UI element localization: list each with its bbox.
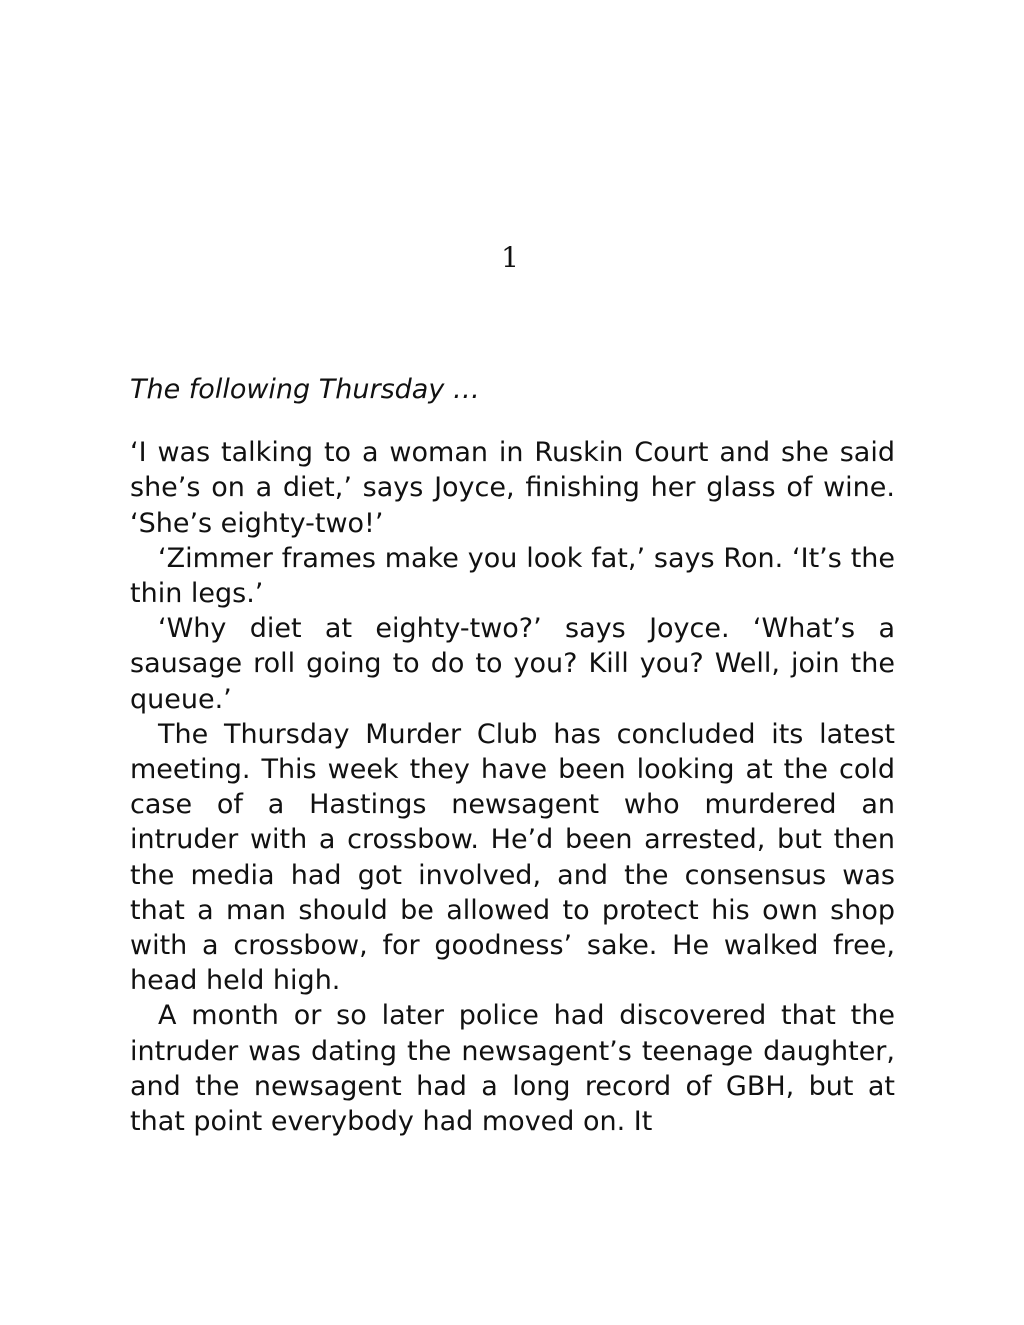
chapter-dateline: The following Thursday … xyxy=(130,374,480,405)
paragraph: ‘Zimmer frames make you look fat,’ says Ron. ‘It’s the thin legs.’ xyxy=(130,542,895,610)
paragraph: ‘I was talking to a woman in Ruskin Court and she said she’s on a diet,’ says Joyce, finishing her glass of wine. ‘She’s eighty-two!’ xyxy=(130,437,895,539)
chapter-number: 1 xyxy=(501,241,519,274)
paragraph: ‘Why diet at eighty-two?’ says Joyce. ‘What’s a sausage roll going to do to you? Kill you? Well, join the queue.’ xyxy=(130,613,895,715)
chapter-body xyxy=(130,372,895,1139)
paragraph: The Thursday Murder Club has concluded its latest meeting. This week they have been looking at the cold case of a Hastings newsagent who murdered an intruder with a crossbow. He’d been arrested, but then the media had got involved, and the consensus was that a man should be allowed to protect his own shop with a crossbow, for goodness’ sake. He walked free, head held high. xyxy=(130,718,895,997)
paragraph: A month or so later police had discovered that the intruder was dating the newsagent’s teenage daughter, and the newsagent had a long record of GBH, but at that point everybody had moved on. It xyxy=(130,1000,895,1138)
